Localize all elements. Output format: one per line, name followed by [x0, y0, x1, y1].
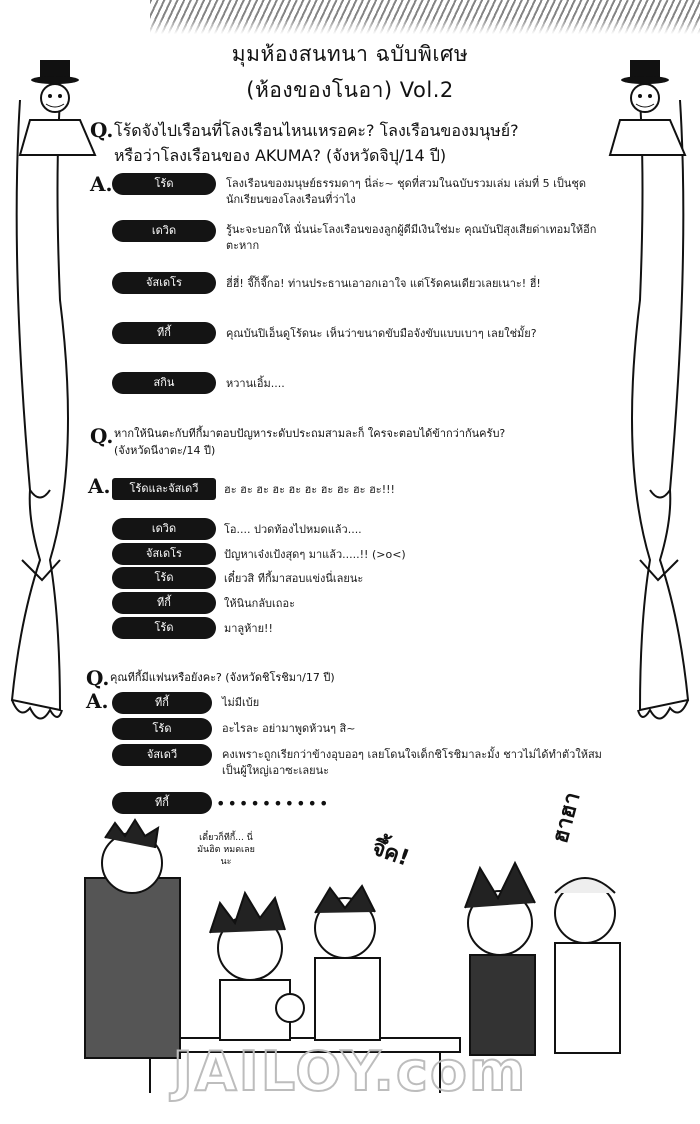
answer-text: โอ.... ปวดท้องไปหมดแล้ว....	[224, 523, 362, 536]
right-curtain	[590, 60, 700, 740]
speaker-pill: โร้ด	[112, 567, 216, 589]
speaker-pill: ทีกี้	[112, 792, 212, 814]
q2-answer-marker: A.	[88, 474, 111, 498]
q2-question-line2: (จังหวัดนีงาตะ/14 ปี)	[114, 444, 216, 457]
q1-question-line1: โร้ดจังไปเรือนที่โลงเรือนไหนเหรอคะ? โลงเรือนของมนุษย์?	[114, 121, 519, 140]
answer-text: ปัญหาเจ๋งเป้งสุดๆ มาแล้ว.....!! (>o<)	[224, 548, 406, 561]
q2-marker: Q.	[90, 424, 114, 448]
page-subtitle: (ห้องของโนอา) Vol.2	[246, 78, 454, 102]
sound-effect-left: จึ้ค!	[368, 835, 413, 872]
character-icon-right	[610, 60, 685, 155]
q1-answer-marker: A.	[90, 172, 113, 196]
speech-bubble: เดี๋ยวก็ทีกี้... นี่มันฮิต หมดเลยนะ	[197, 833, 255, 867]
page-title: มุมห้องสนทนา ฉบับพิเศษ	[231, 42, 469, 66]
answer-text: โลงเรือนของมนุษย์ธรรมดาๆ นี่ล่ะ~ ชุดที่สวมในฉบับรวมเล่ม เล่มที่ 5 เป็นชุดนักเรียนของโลงเรือนที่ว่าไง	[226, 177, 586, 206]
speaker-pill: โร้ด	[112, 173, 216, 195]
speaker-pill: จัสเดโร	[112, 543, 216, 565]
answer-text: หวานเอิ้ม....	[226, 377, 285, 390]
speaker-pill: จัสเดโร	[112, 272, 216, 294]
q3-question-line1: คุณทีกี้มีแฟนหรือยังคะ? (จังหวัดชิโรชิมา/17 ปี)	[110, 671, 335, 684]
speaker-pill: โร้ด	[112, 718, 212, 740]
speaker-pill: ทีกี้	[112, 322, 216, 344]
speaker-pill: สกิน	[112, 372, 216, 394]
speaker-pill: ทีกี้	[112, 592, 216, 614]
left-curtain	[0, 60, 113, 740]
q1-question-line2: หรือว่าโลงเรือนของ AKUMA? (จังหวัดจิปุ/14 ปี)	[114, 146, 447, 165]
answer-text: คงเพราะถูกเรียกว่าข้างอุบออๆ เลยโดนใจเด็กชิโรชิมาละมั้ง ชาวไม่ได้ทำตัวให้สมเป็นผู้ใหญ่เอาซะเลยนะ	[222, 748, 602, 777]
answer-text: ไม่มีเบ้ย	[222, 696, 260, 709]
answer-text: มาลูห้าย!!	[224, 622, 273, 635]
answer-text: อะไรละ อย่ามาพูดห้วนๆ สิ~	[222, 722, 356, 735]
answer-text: ให้นินกลับเถอะ	[224, 597, 295, 610]
top-decorative-band	[150, 0, 700, 34]
ellipsis-dots: ••••••••••	[216, 794, 331, 813]
speaker-pill: โร้ด	[112, 617, 216, 639]
watermark: JAILOY.com	[172, 1040, 528, 1103]
character-icon-left	[20, 60, 95, 155]
answer-text: เดี๋ยวสิ ทีกี้มาสอบแข่งนี่เลยนะ	[224, 572, 364, 585]
sound-effect-right: ฮาฮา	[548, 789, 586, 846]
answer-text: รู้นะจะบอกให้ นั่นน่ะโลงเรือนของลูกผู้ดีมีเงินใช่มะ คุณบันปิสุงเสียด่าเทอมให้อีกตะหาก	[226, 223, 597, 252]
q2-question-line1: หากให้นินตะกับทีกี้มาตอบปัญหาระดับประถมสามละก็ ใครจะตอบได้ข้ากว่ากันครับ?	[114, 427, 506, 440]
speaker-pill: เดวิด	[112, 220, 216, 242]
speaker-pill: ทีกี้	[112, 692, 212, 714]
answer-text: ฮี่ฮี่! จี๊ก็จี๊กอ! ท่านประธานเอาอกเอาใจ แต่โร้ดคนเดียวเลยเนาะ! ฮี่!	[226, 277, 541, 290]
speaker-pill: โร้ดและจัสเดวี	[112, 478, 216, 500]
speaker-pill: เดวิด	[112, 518, 216, 540]
speaker-pill: จัสเดวี	[112, 744, 212, 766]
answer-text: ฮะ ฮะ ฮะ ฮะ ฮะ ฮะ ฮะ ฮะ ฮะ ฮะ!!!	[224, 483, 395, 496]
answer-text: คุณบันปิเอ็นดูโร้ดนะ เห็นว่าขนาดขับมือจังขับแบบเบาๆ เลยใช่มั้ย?	[226, 327, 537, 340]
q1-marker: Q.	[90, 118, 114, 142]
q3-marker: Q.	[86, 666, 110, 690]
q3-answer-marker: A.	[86, 689, 109, 713]
